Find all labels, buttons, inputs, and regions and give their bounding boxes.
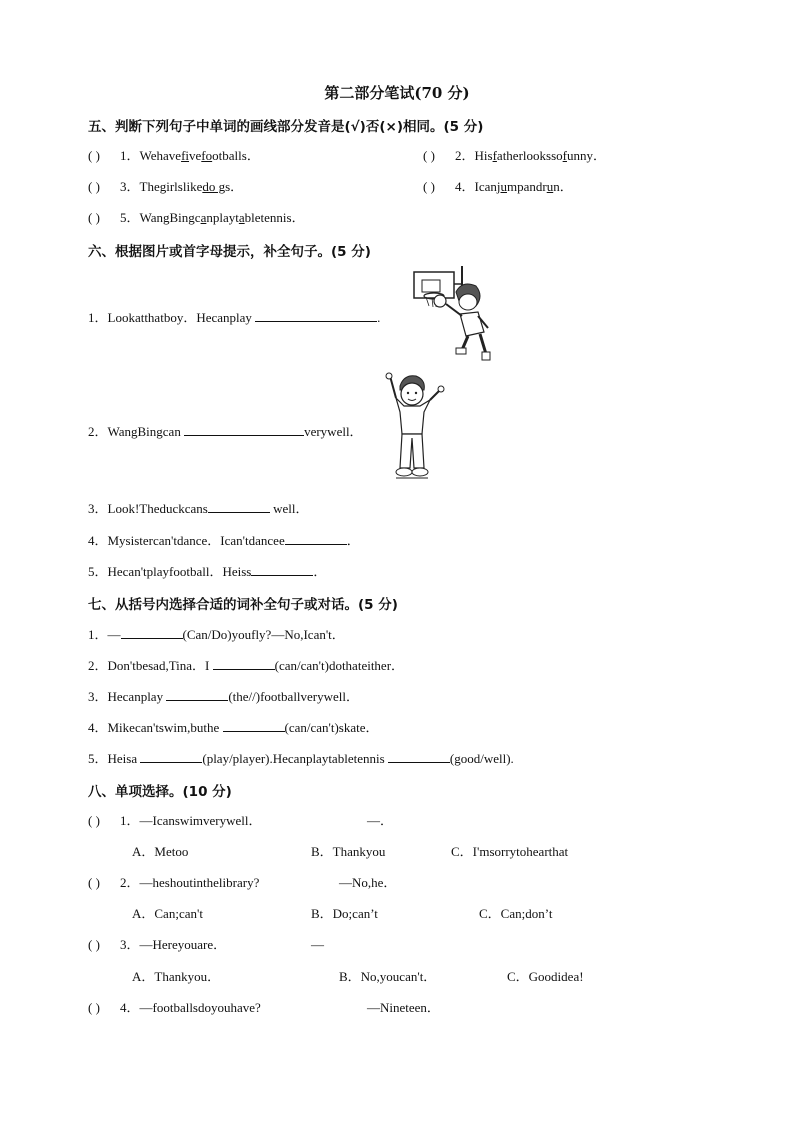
sec6-question-4: 4．Mysistercan'tdance．Ican'tdancee ． <box>88 533 360 548</box>
sec5-question-4: ( ) 4．Icanjumpandrun． <box>423 179 573 194</box>
sec8-question-1-reply: —． <box>367 813 394 828</box>
answer-blank[interactable] <box>213 657 275 670</box>
answer-blank[interactable] <box>184 423 304 436</box>
answer-blank[interactable] <box>388 750 450 763</box>
sec8-question-3-reply: — <box>311 937 324 952</box>
answer-paren[interactable]: ( ) <box>88 813 100 828</box>
sec7-question-1: 1．— (Can/Do)youfly?—No,Ican't． <box>88 627 345 642</box>
sec7-question-3: 3．Hecanplay (the//)footballverywell． <box>88 689 360 704</box>
answer-paren[interactable]: ( ) <box>88 875 100 890</box>
answer-paren[interactable]: ( ) <box>423 148 435 163</box>
answer-blank[interactable] <box>140 750 202 763</box>
sec8-question-4-reply: —Nineteen． <box>367 1000 440 1015</box>
sec6-question-3: 3．Look!Theduckcans well． <box>88 501 309 516</box>
sec8-question-1-stem: ( ) 1．—Icanswimverywell． <box>88 813 262 828</box>
answer-blank[interactable] <box>255 309 377 322</box>
section-7-heading: 七、从括号内选择合适的词补全句子或对话。(5 分) <box>88 597 398 613</box>
answer-paren[interactable]: ( ) <box>88 210 100 225</box>
option-a[interactable]: A．Can;can't <box>132 906 203 921</box>
page-title: 第二部分笔试(70 分) <box>324 84 470 102</box>
sec7-question-4: 4．Mikecan'tswim,buthe (can/can't)skate． <box>88 720 379 735</box>
option-a[interactable]: A．Thankyou． <box>132 969 221 984</box>
sec5-question-2: ( ) 2．Hisfatherlookssofunny． <box>423 148 606 163</box>
sec8-question-3-stem: ( ) 3．—Hereyouare． <box>88 937 227 952</box>
option-c[interactable]: C．I'msorrytohearthat <box>451 844 569 859</box>
sec6-question-1: 1．Lookatthatboy．Hecanplay . <box>88 310 381 325</box>
sec7-question-5: 5．Heisa (play/player).Hecanplaytabletennis (good/well). <box>88 751 514 766</box>
sec6-question-2: 2．WangBingcan verywell． <box>88 424 363 439</box>
sec7-question-2: 2．Don'tbesad,Tina．I (can/can't)dothateither． <box>88 658 405 673</box>
answer-blank[interactable] <box>166 688 228 701</box>
sec8-question-4-stem: ( ) 4．—footballsdoyouhave? <box>88 1000 261 1015</box>
answer-paren[interactable]: ( ) <box>88 937 100 952</box>
option-c[interactable]: C．Can;don’t <box>479 906 553 921</box>
answer-paren[interactable]: ( ) <box>88 148 100 163</box>
answer-blank[interactable] <box>285 532 347 545</box>
answer-blank[interactable] <box>251 563 313 576</box>
sec5-question-1: ( ) 1．Wehavefivefootballs． <box>88 148 260 163</box>
answer-paren[interactable]: ( ) <box>88 179 100 194</box>
sec5-question-5: ( ) 5．WangBingcanplaytabletennis． <box>88 210 305 225</box>
boy-arms-raised-illustration <box>382 372 448 484</box>
answer-blank[interactable] <box>208 500 270 513</box>
sec6-question-5: 5．Hecan'tplayfootball．Heiss ． <box>88 564 327 579</box>
answer-paren[interactable]: ( ) <box>88 1000 100 1015</box>
section-5-heading: 五、判断下列句子中单词的画线部分发音是(√)否(×)相同。(5 分) <box>88 119 484 135</box>
section-8-heading: 八、单项选择。(10 分) <box>88 784 232 800</box>
basketball-boy-illustration <box>410 266 500 366</box>
section-6-heading: 六、根据图片或首字母提示，补全句子。(5 分) <box>88 244 371 260</box>
option-b[interactable]: B．No,youcan't． <box>339 969 437 984</box>
option-b[interactable]: B．Thankyou <box>311 844 386 859</box>
option-a[interactable]: A．Metoo <box>132 844 189 859</box>
answer-paren[interactable]: ( ) <box>423 179 435 194</box>
sec5-question-3: ( ) 3．Thegirlslikedo gs． <box>88 179 244 194</box>
option-c[interactable]: C．Goodidea! <box>507 969 584 984</box>
sec8-question-2-reply: —No,he． <box>339 875 397 890</box>
sec8-question-2-stem: ( ) 2．—heshoutinthelibrary? <box>88 875 260 890</box>
option-b[interactable]: B．Do;can’t <box>311 906 378 921</box>
answer-blank[interactable] <box>121 626 183 639</box>
answer-blank[interactable] <box>223 719 285 732</box>
